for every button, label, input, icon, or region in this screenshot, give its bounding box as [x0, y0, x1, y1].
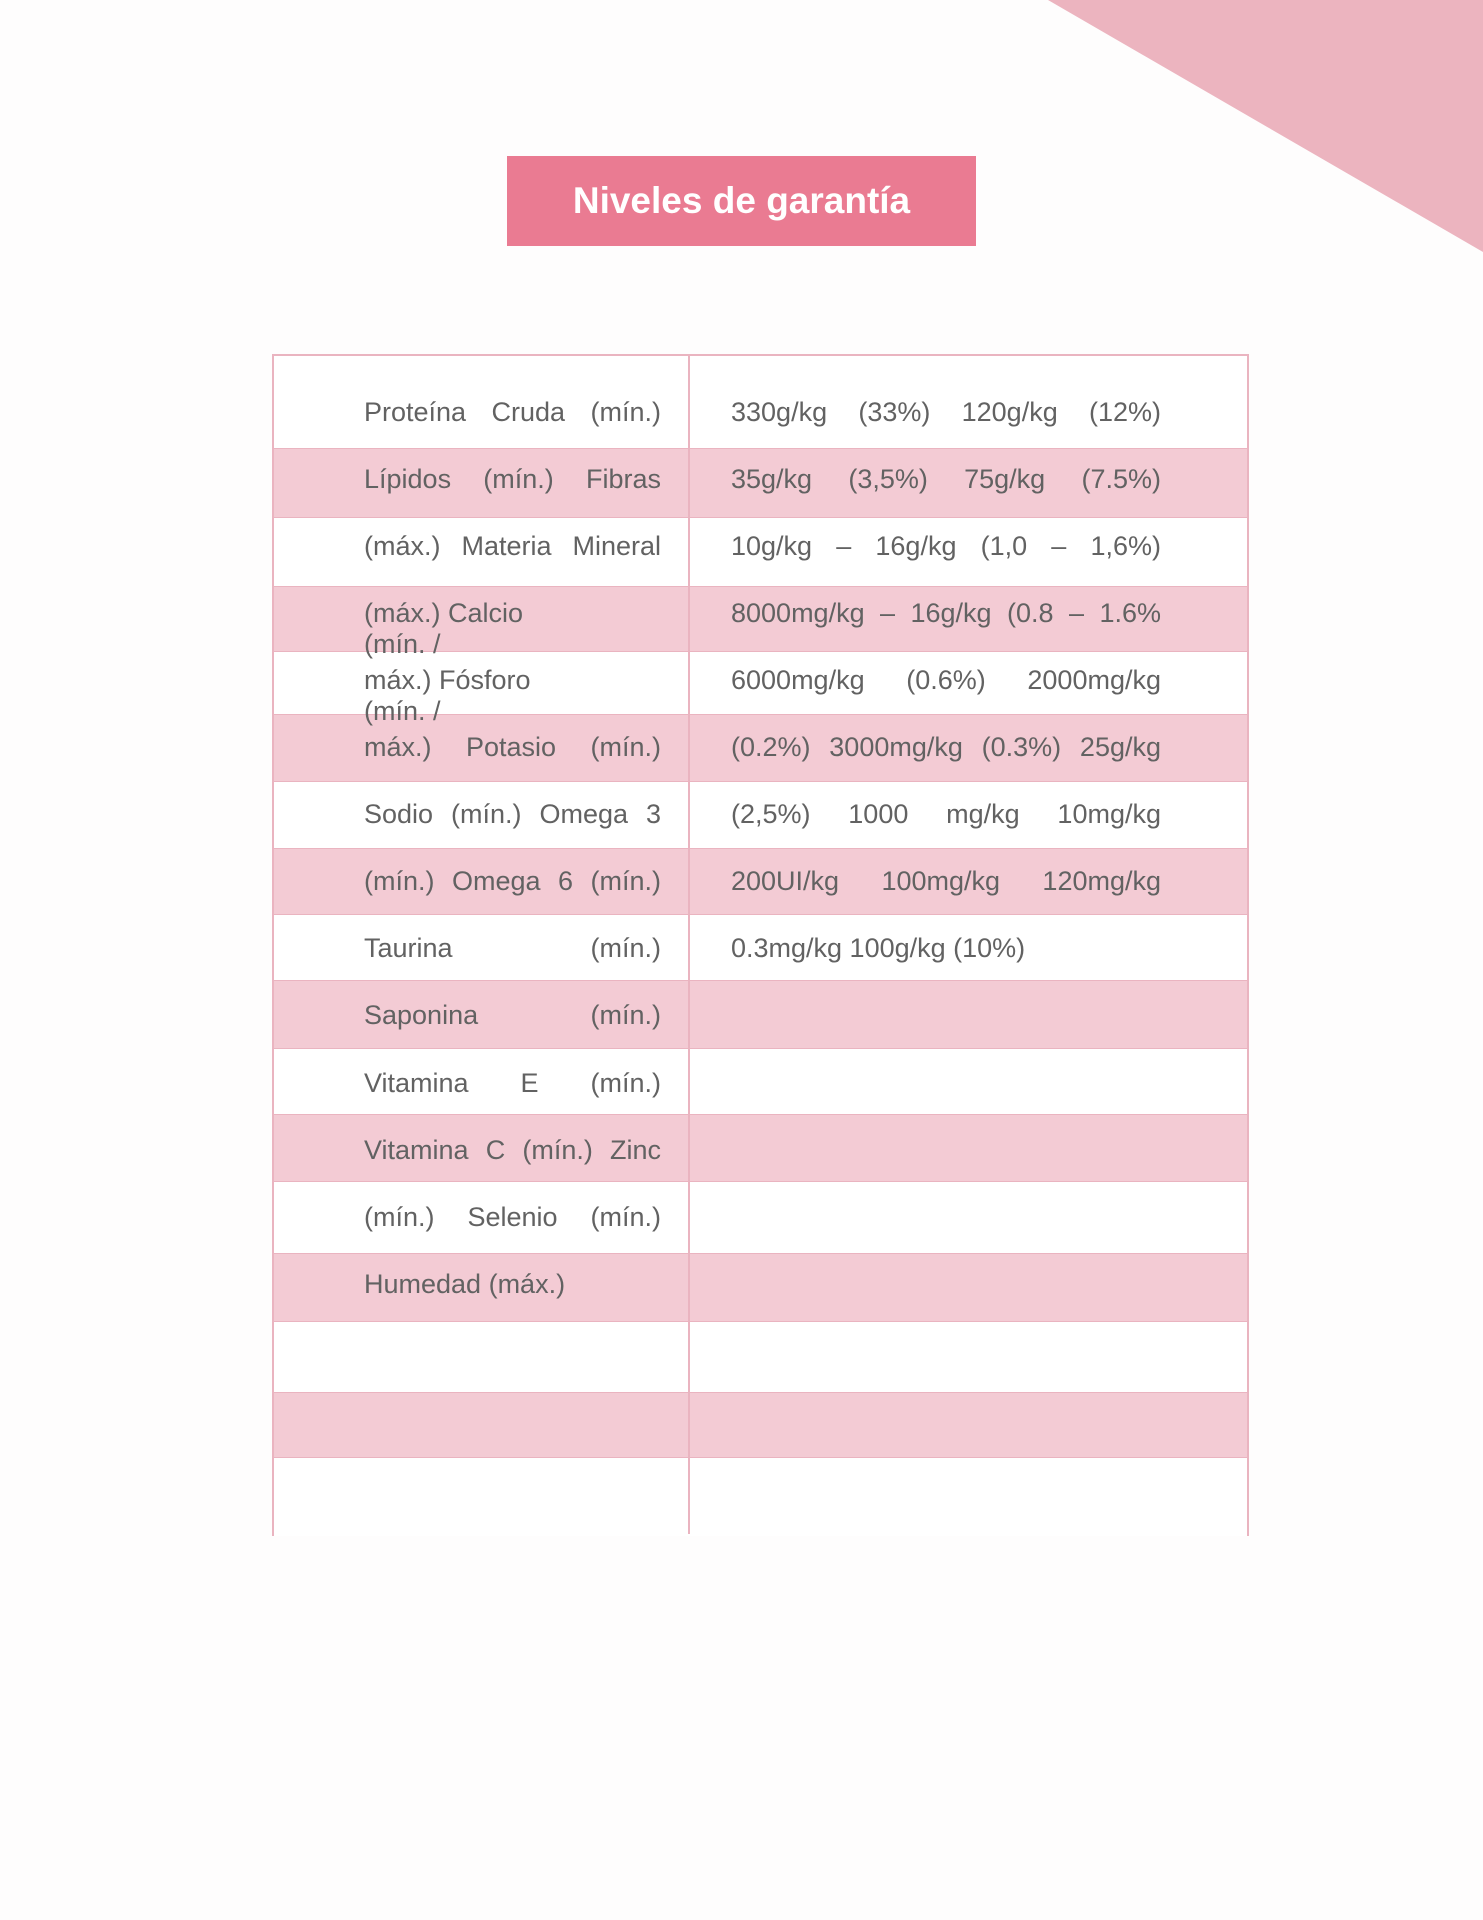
table-row: [274, 1392, 1247, 1458]
nutrient-label-line: (máx.) Materia Mineral: [364, 531, 661, 561]
nutrient-value-line: 6000mg/kg (0.6%) 2000mg/kg: [731, 665, 1161, 695]
table-row: [274, 1321, 1247, 1393]
nutrient-label-line: (mín. /: [364, 629, 441, 659]
nutrient-label-line: (mín.) Selenio (mín.): [364, 1202, 661, 1232]
nutrient-label-line: máx.) Fósforo: [364, 665, 531, 695]
nutrient-label-line: Taurina (mín.): [364, 933, 661, 963]
nutrient-value-line: 35g/kg (3,5%) 75g/kg (7.5%): [731, 464, 1161, 494]
column-divider: [688, 356, 690, 1534]
nutrient-label-line: Vitamina C (mín.) Zinc: [364, 1135, 661, 1165]
nutrient-label-line: (mín. /: [364, 696, 441, 726]
nutrient-label-line: Saponina (mín.): [364, 1000, 661, 1030]
nutrient-label-line: Sodio (mín.) Omega 3: [364, 799, 661, 829]
guarantee-table: [272, 354, 1249, 1536]
nutrient-value-line: 200UI/kg 100mg/kg 120mg/kg: [731, 866, 1161, 896]
nutrient-value-line: (2,5%) 1000 mg/kg 10mg/kg: [731, 799, 1161, 829]
nutrient-label-line: Vitamina E (mín.): [364, 1068, 661, 1098]
nutrient-value-line: (0.2%) 3000mg/kg (0.3%) 25g/kg: [731, 732, 1161, 762]
nutrient-label-line: Proteína Cruda (mín.): [364, 397, 661, 427]
nutrient-label-line: Lípidos (mín.) Fibras: [364, 464, 661, 494]
nutrient-label-line: Humedad (máx.): [364, 1269, 566, 1299]
nutrient-value-line: 330g/kg (33%) 120g/kg (12%): [731, 397, 1161, 427]
nutrient-value-line: 10g/kg – 16g/kg (1,0 – 1,6%): [731, 531, 1161, 561]
nutrient-label-line: (máx.) Calcio: [364, 598, 524, 628]
nutrient-label-line: (mín.) Omega 6 (mín.): [364, 866, 661, 896]
nutrient-value-line: 8000mg/kg – 16g/kg (0.8 – 1.6%: [731, 598, 1161, 628]
page-title: Niveles de garantía: [507, 156, 976, 246]
table-row: [274, 1457, 1247, 1536]
nutrient-value-line: 0.3mg/kg 100g/kg (10%): [731, 933, 1026, 963]
nutrient-label-line: máx.) Potasio (mín.): [364, 732, 661, 762]
